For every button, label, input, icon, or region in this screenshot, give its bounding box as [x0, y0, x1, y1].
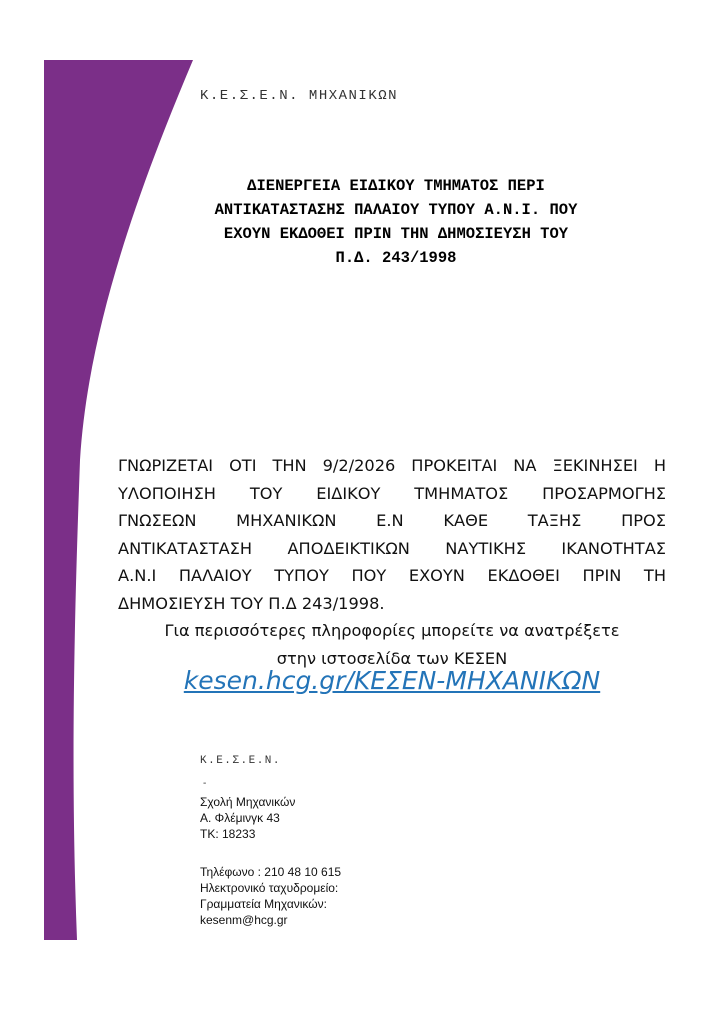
page-title	[130, 174, 662, 270]
body-line: Α.Ν.Ι ΠΑΛΑΙΟΥ ΤΥΠΟΥ ΠΟΥ ΕΧΟΥΝ ΕΚΔΟΘΕΙ ΠΡΙΝ ΤΗ	[118, 566, 666, 585]
header-org: Κ.Ε.Σ.Ε.Ν. ΜΗΧΑΝΙΚΩΝ	[200, 88, 399, 104]
street-address: Α. Φλέμινγκ 43	[200, 811, 280, 825]
email-label: Ηλεκτρονικό ταχυδρομείο:	[200, 881, 339, 895]
announcement-body	[118, 452, 666, 672]
body-line: ΔΗΜΟΣΙΕΥΣΗ ΤΟΥ Π.Δ 243/1998.	[118, 593, 385, 613]
address-block	[200, 794, 295, 842]
body-line: ΓΝΩΡΙΖΕΤΑΙ ΟΤΙ ΤΗΝ 9/2/2026 ΠΡΟΚΕΙΤΑΙ ΝΑ ΞΕΚΙΝΗΣΕΙ Η	[118, 456, 666, 475]
footer-org: Κ.Ε.Σ.Ε.Ν.	[200, 755, 282, 767]
body-line: ΥΛΟΠΟΙΗΣΗ ΤΟΥ ΕΙΔΙΚΟΥ ΤΜΗΜΑΤΟΣ ΠΡΟΣΑΡΜΟΓΗΣ	[118, 483, 666, 503]
title-line: ΕΧΟΥΝ ΕΚΔΟΘΕΙ ΠΡΙΝ ΤΗΝ ΔΗΜΟΣΙΕΥΣΗ ΤΟΥ	[223, 225, 569, 243]
email-address[interactable]: kesenm@hcg.gr	[200, 913, 288, 927]
body-line: ΓΝΩΣΕΩΝ ΜΗΧΑΝΙΚΩΝ Ε.Ν ΚΑΘΕ ΤΑΞΗΣ ΠΡΟΣ	[118, 511, 666, 530]
phone-number: Τηλέφωνο : 210 48 10 615	[200, 865, 342, 879]
info-line: στην ιστοσελίδα των ΚΕΣΕΝ	[276, 648, 508, 668]
website-link[interactable]: kesen.hcg.gr/ΚΕΣΕΝ-ΜΗΧΑΝΙΚΩΝ	[183, 666, 601, 695]
footer-dash: -	[203, 778, 207, 789]
title-line: ΑΝΤΙΚΑΤΑΣΤΑΣΗΣ ΠΑΛΑΙΟΥ ΤΥΠΟΥ Α.Ν.Ι. ΠΟΥ	[214, 201, 578, 219]
body-line: ΑΝΤΙΚΑΤΑΣΤΑΣΗ ΑΠΟΔΕΙΚΤΙΚΩΝ ΝΑΥΤΙΚΗΣ ΙΚΑΝΟΤΗΤΑΣ	[118, 538, 666, 558]
postcode: ΤΚ: 18233	[200, 827, 256, 841]
title-line: Π.Δ. 243/1998	[335, 249, 457, 267]
school-name: Σχολή Μηχανικών	[200, 795, 296, 809]
secretariat-label: Γραμματεία Μηχανικών:	[200, 897, 327, 911]
contact-block	[200, 864, 341, 928]
info-line: Για περισσότερες πληροφορίες μπορείτε να ανατρέξετε	[164, 621, 620, 640]
title-line: ΔΙΕΝΕΡΓΕΙΑ ΕΙΔΙΚΟΥ ΤΜΗΜΑΤΟΣ ΠΕΡΙ	[247, 177, 545, 195]
